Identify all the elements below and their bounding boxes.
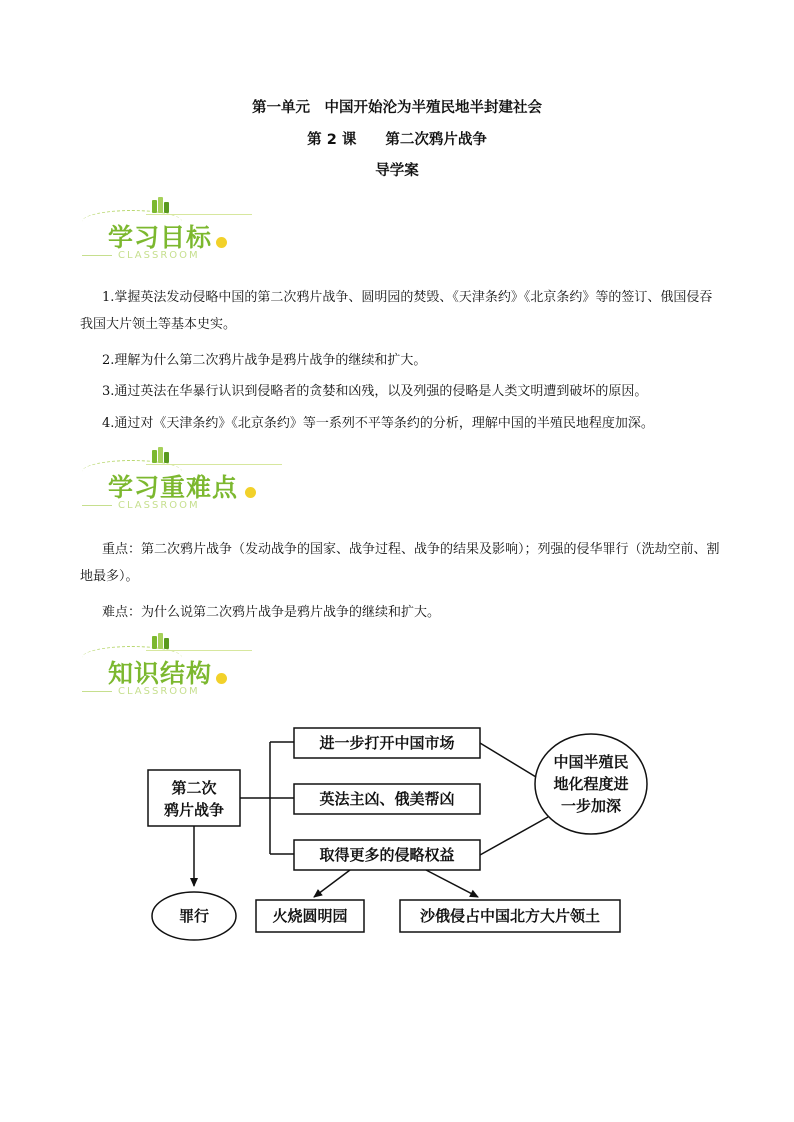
crime-2-label: 沙俄侵占中国北方大片领土 xyxy=(419,907,601,925)
section-heading: 学习重难点 xyxy=(108,473,239,502)
key-point-text: 重点：第二次鸦片战争（发动战争的国家、战争过程、战争的结果及影响）；列强的侵华罪行（洗劫空前、割地最多）。 xyxy=(80,542,720,584)
branch-2-label: 英法主凶、俄美帮凶 xyxy=(319,790,455,808)
section-subheading: CLASSROOM xyxy=(82,686,200,697)
branch-3-label: 取得更多的侵略权益 xyxy=(319,846,455,864)
connector-line xyxy=(480,817,548,855)
result-line2: 地化程度进 xyxy=(553,775,629,793)
crimes-label: 罪行 xyxy=(178,907,210,925)
main-topic-line1: 第二次 xyxy=(171,779,217,797)
goal-item-4: 4.通过对《天津条约》《北京条约》等一系列不平等条约的分析，理解中国的半殖民地程度加深。 xyxy=(102,416,654,431)
branch-connector xyxy=(240,742,294,854)
arrow-to-crime-1 xyxy=(314,870,350,897)
connector-line xyxy=(480,743,536,777)
goal-item-1: 1.掌握英法发动侵略中国的第二次鸦片战争、圆明园的焚毁、《天津条约》《北京条约》等的签订、俄国侵吞我国大片领土等基本史实。 xyxy=(80,290,713,332)
goal-item-2: 2.理解为什么第二次鸦片战争是鸦片战争的继续和扩大。 xyxy=(102,353,427,368)
lesson-title: 第 2 课 第二次鸦片战争 xyxy=(307,132,487,148)
section-subheading: CLASSROOM xyxy=(82,250,200,261)
crime-1-label: 火烧圆明园 xyxy=(272,907,348,925)
arrow-to-crime-2 xyxy=(426,870,478,897)
doc-type-title: 导学案 xyxy=(375,163,419,179)
section-heading: 知识结构 xyxy=(108,659,213,688)
result-line3: 一步加深 xyxy=(560,797,622,815)
goal-item-3: 3.通过英法在华暴行认识到侵略者的贪婪和凶残，以及列强的侵略是人类文明遭到破坏的原因。 xyxy=(102,384,648,399)
result-line1: 中国半殖民 xyxy=(553,753,629,771)
difficulty-text: 难点：为什么说第二次鸦片战争是鸦片战争的继续和扩大。 xyxy=(102,605,441,620)
section-heading: 学习目标 xyxy=(108,223,213,252)
main-topic-line2: 鸦片战争 xyxy=(163,801,225,819)
section-subheading: CLASSROOM xyxy=(82,500,200,511)
branch-1-label: 进一步打开中国市场 xyxy=(319,734,455,752)
unit-title: 第一单元 中国开始沦为半殖民地半封建社会 xyxy=(252,100,542,116)
